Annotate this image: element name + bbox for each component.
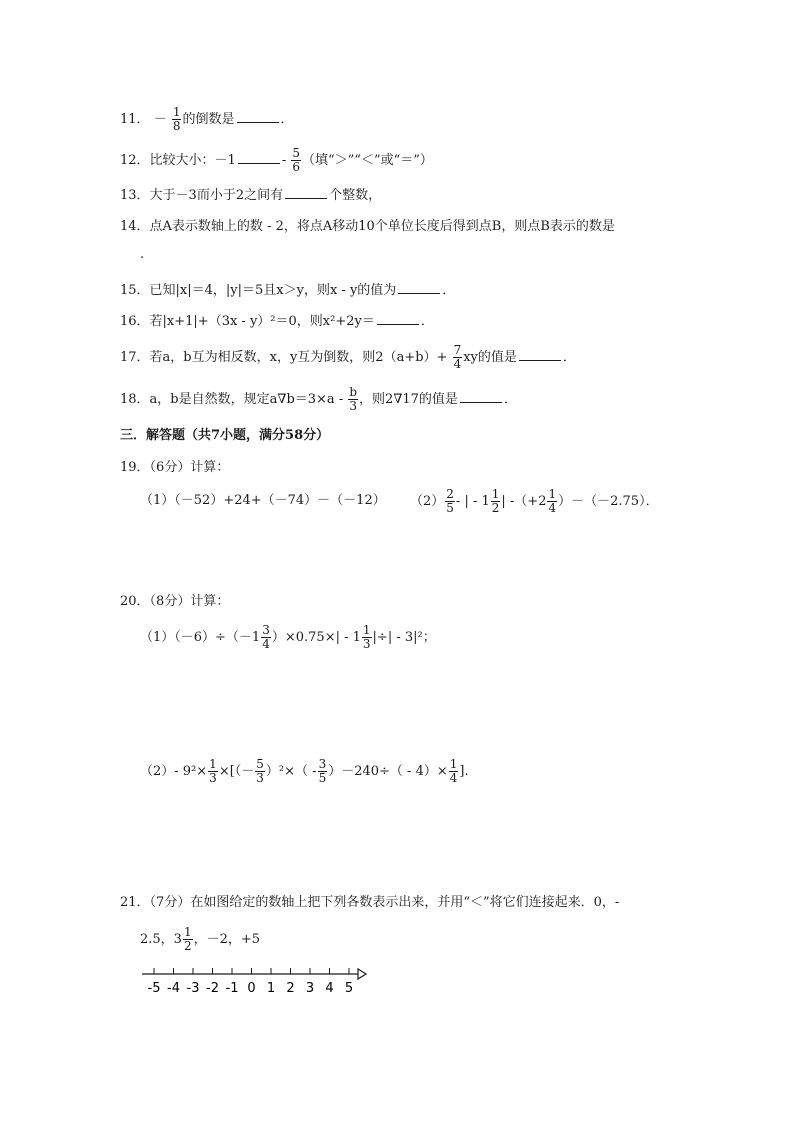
- number-line-tick-label: -2: [206, 981, 219, 996]
- fraction: $\frac{1}{4}$: [548, 487, 557, 515]
- fraction: $\frac{1}{3}$: [209, 757, 217, 785]
- question-12: 12．比较大小：－1 - $\frac{5}{6}$ （填“＞”“＜”或“＝”）: [120, 146, 433, 174]
- number-line-tick-label: 5: [344, 981, 354, 996]
- question-number: 11．: [120, 112, 150, 127]
- answer-blank: [460, 390, 502, 403]
- question-11: 11． － $\frac{1}{8}$ 的倒数是 ．: [120, 105, 294, 133]
- question-number: 16．: [120, 314, 150, 329]
- number-line: [140, 963, 380, 1001]
- answer-blank: [237, 110, 279, 123]
- number-line-tick-label: 3: [305, 981, 315, 996]
- question-21-line-2: 2.5，3 $\frac{1}{2}$ ，－2，+5: [140, 925, 261, 953]
- question-19-part-1: （1）（－52）+24+（－74）－（－12）: [140, 493, 386, 508]
- number-line-tick-label: 2: [286, 981, 295, 996]
- question-number: 18．: [120, 392, 150, 407]
- section-heading: 三．解答题（共7小题，满分58分）: [120, 428, 330, 443]
- number-line-tick-label: 4: [325, 981, 334, 996]
- question-19-part-2: （2） $\frac{2}{5}$ - | - 1 $\frac{1}{2}$ | -（+2 $\frac{1}{4}$ ）－（－2.75）．: [410, 487, 659, 515]
- fraction: $\frac{1}{2}$: [491, 487, 500, 515]
- fraction: $\frac{1}{3}$: [362, 623, 371, 651]
- fraction: $\frac{1}{2}$: [183, 925, 192, 953]
- number-line-tick-label: 0: [247, 981, 256, 996]
- question-number: 20．: [120, 594, 150, 609]
- question-15: 15．已知|x|＝4，|y|＝5且x＞y，则x - y的值为 ．: [120, 283, 456, 298]
- question-18: 18．a，b是自然数，规定a∇b＝3×a - $\frac{b}{3}$ ，则2∇17的值是 ．: [120, 385, 517, 413]
- question-number: 21．: [120, 895, 150, 910]
- answer-blank: [377, 312, 419, 325]
- question-20-part-1: （1）（－6）÷（－1 $\frac{3}{4}$ ）×0.75×| - 1 $\frac{1}{3}$ |÷| - 3|²；: [140, 623, 436, 651]
- question-number: 12．: [120, 153, 150, 168]
- number-line-tick-label: -4: [167, 981, 180, 996]
- answer-blank: [519, 348, 561, 361]
- question-number: 13．: [120, 188, 150, 203]
- question-number: 17．: [120, 350, 150, 365]
- fraction: $\frac{b}{3}$: [349, 385, 358, 413]
- question-16: 16．若|x+1|+（3x - y）²＝0，则x²+2y＝ ．: [120, 314, 434, 329]
- fraction: $\frac{5}{6}$: [292, 146, 301, 174]
- answer-blank: [238, 151, 280, 164]
- question-19: 19．（6分）计算：: [120, 460, 230, 475]
- fraction: $\frac{3}{5}$: [318, 757, 327, 785]
- answer-blank: [285, 186, 327, 199]
- number-line-tick-label: -5: [147, 981, 161, 996]
- fraction: $\frac{5}{3}$: [256, 757, 264, 785]
- number-line-tick-label: 1: [266, 981, 276, 996]
- number-line-tick-label: -3: [186, 981, 200, 996]
- number-line-svg: [140, 963, 380, 997]
- question-21: 21．（7分）在如图给定的数轴上把下列各数表示出来，并用“＜”将它们连接起来．0，-: [120, 895, 620, 910]
- number-line-arrow: [358, 969, 366, 979]
- question-number: 19．: [120, 460, 150, 475]
- number-line-tick-label: -1: [225, 981, 239, 996]
- question-14-continuation: .: [140, 247, 145, 262]
- fraction: $\frac{1}{8}$: [172, 105, 181, 133]
- answer-blank: [398, 281, 440, 294]
- question-20-part-2: （2）- 9²× $\frac{1}{3}$ ×[（－ $\frac{5}{3}$ ）²×（ - $\frac{3}{5}$ ）－240÷（ - 4）× $\frac{1}{4}$ ].: [140, 757, 469, 785]
- question-13: 13．大于－3而小于2之间有 个整数，: [120, 188, 382, 203]
- fraction: $\frac{3}{4}$: [262, 623, 270, 651]
- fraction: $\frac{7}{4}$: [453, 343, 462, 371]
- question-number: 14．: [120, 219, 150, 234]
- question-17: 17．若a，b互为相反数，x，y互为倒数，则2（a+b）+ $\frac{7}{4}$ xy的值是 ．: [120, 343, 576, 371]
- question-number: 15．: [120, 283, 150, 298]
- question-20: 20．（8分）计算：: [120, 594, 230, 609]
- fraction: $\frac{2}{5}$: [446, 487, 454, 515]
- question-14: 14．点A表示数轴上的数 - 2，将点A移动10个单位长度后得到点B，则点B表示的数是: [120, 219, 615, 234]
- fraction: $\frac{1}{4}$: [449, 757, 458, 785]
